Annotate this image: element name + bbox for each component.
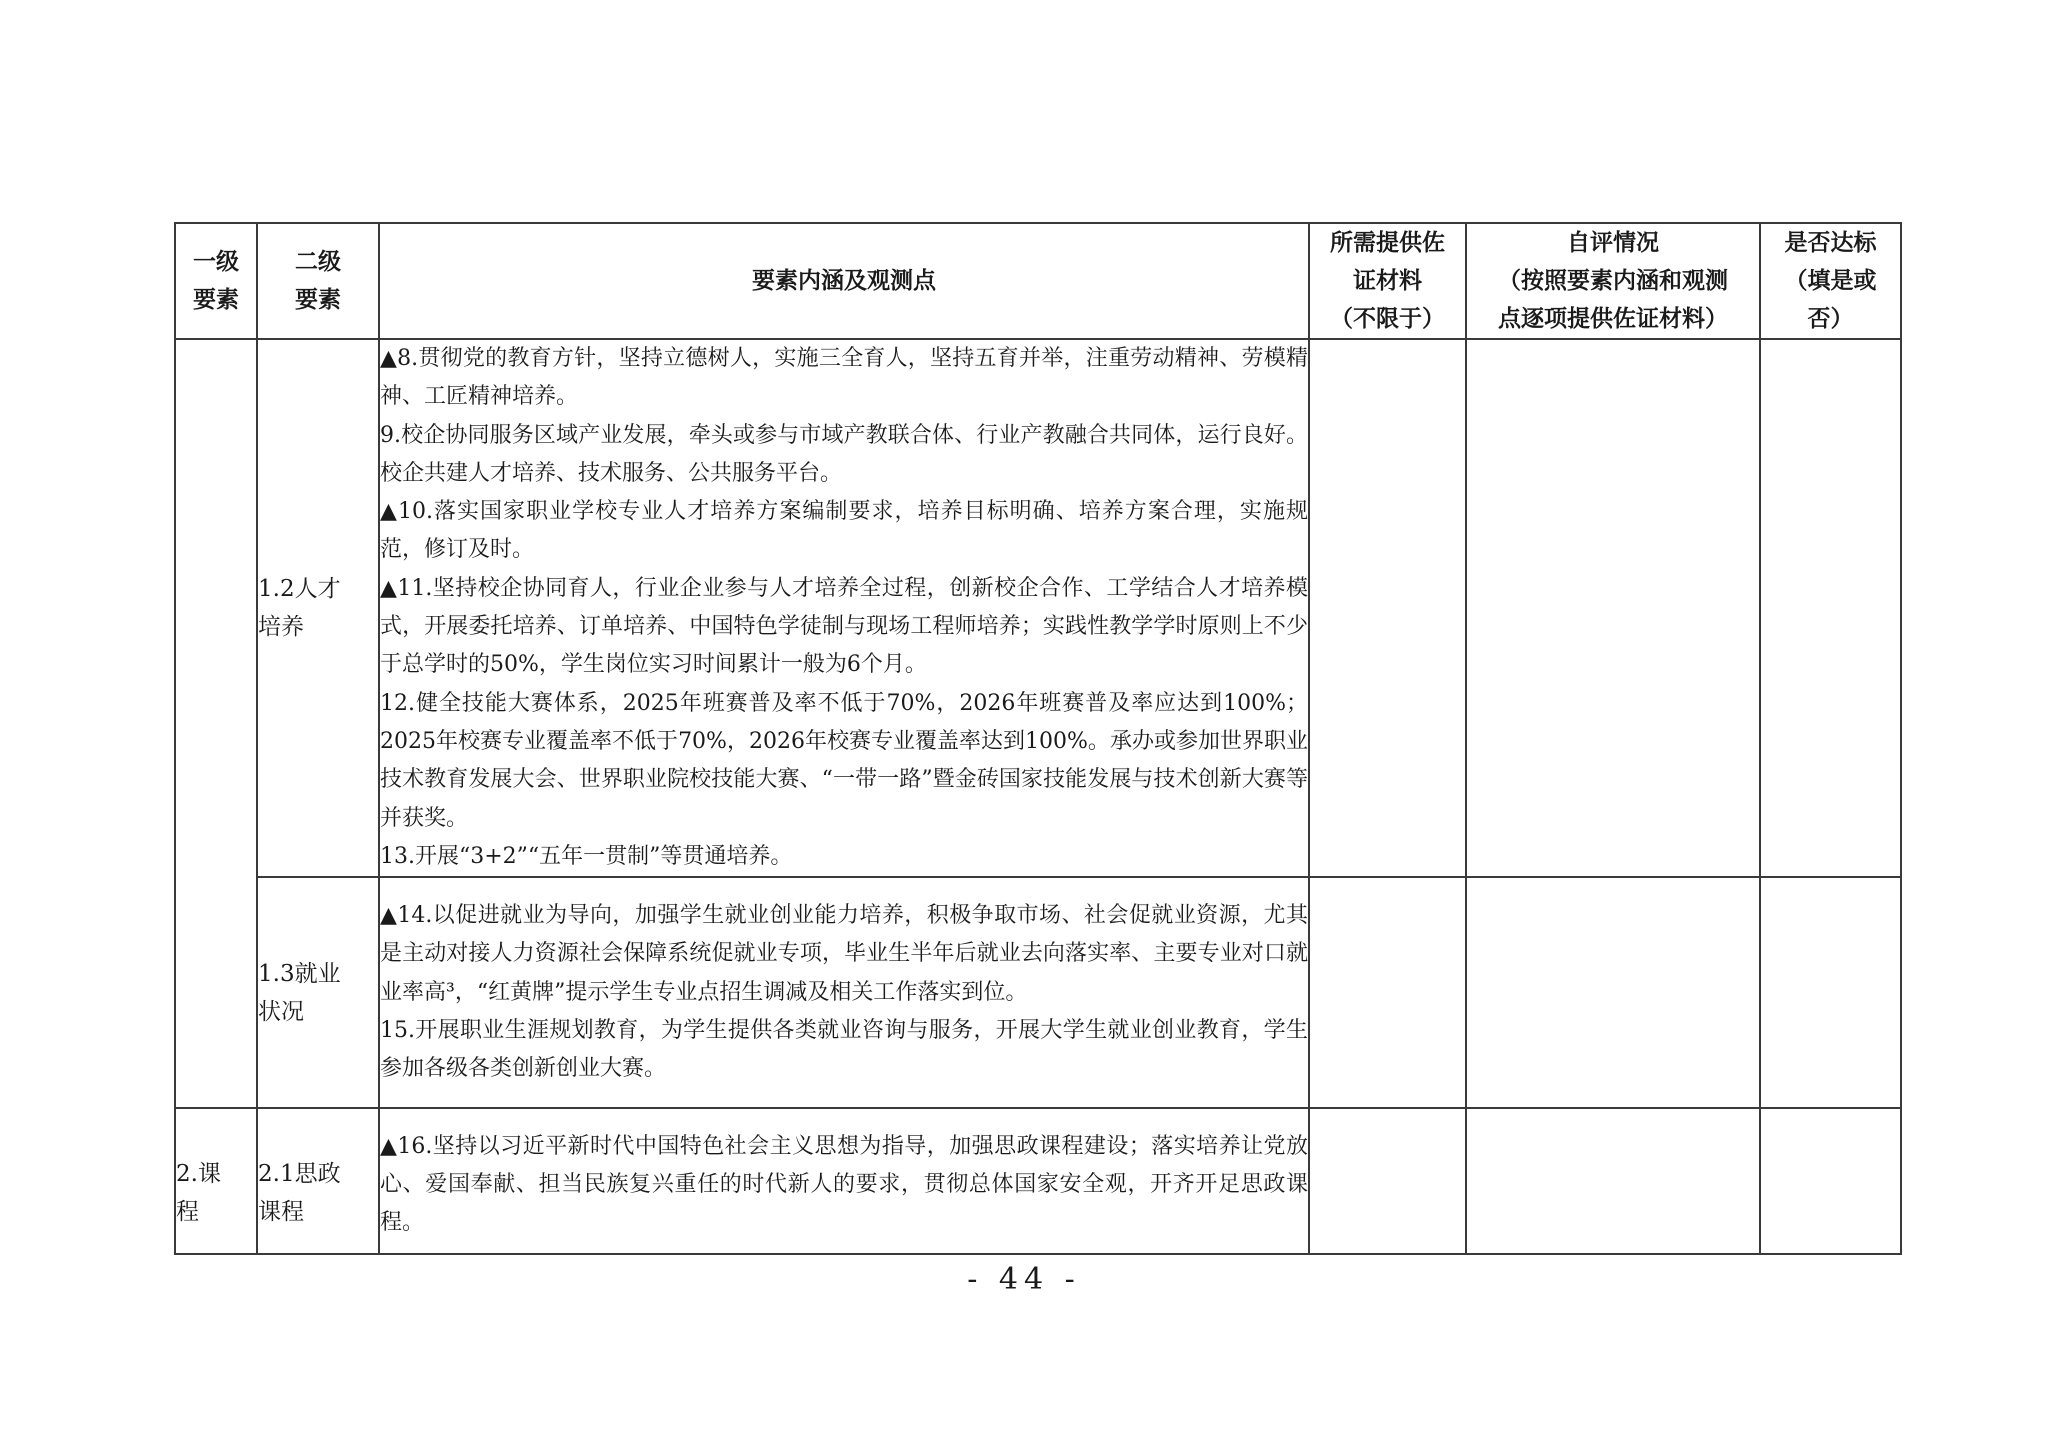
observation-item: ▲16.坚持以习近平新时代中国特色社会主义思想为指导，加强思政课程建设；落实培养让党放心、爱国奉献、担当民族复兴重任的时代新人的要求，贯彻总体国家安全观，开齐开足思政课程。 — [380, 1133, 1308, 1236]
header-meets — [1760, 223, 1901, 339]
observation-item: ▲14.以促进就业为导向，加强学生就业创业能力培养，积极争取市场、社会促就业资源，尤其是主动对接人力资源社会保障系统促就业专项，毕业生半年后就业去向落实率、主要专业对口就业率高³，“红黄牌”提示学生专业点招生调减及相关工作落实到位。 — [380, 902, 1308, 1005]
table-row — [175, 1108, 1901, 1254]
header-materials — [1309, 223, 1466, 339]
header-materials-text: 所需提供佐 证材料 （不限于） — [1330, 230, 1445, 332]
level2-text: 1.2人才 培养 — [258, 576, 341, 641]
level1-text: 2.课 程 — [176, 1161, 221, 1226]
self-eval-cell — [1466, 1108, 1760, 1254]
meets-cell — [1760, 339, 1901, 877]
meets-cell — [1760, 1108, 1901, 1254]
header-meets-text: 是否达标 （填是或 否） — [1784, 230, 1877, 332]
table-row — [175, 339, 1901, 877]
content-cell — [379, 877, 1309, 1108]
observation-item: ▲8.贯彻党的教育方针，坚持立德树人，实施三全育人，坚持五育并举，注重劳动精神、劳模精神、工匠精神培养。 — [380, 346, 1308, 410]
page-number: - 44 - — [967, 1262, 1081, 1297]
meets-cell — [1760, 877, 1901, 1108]
level2-cell — [257, 339, 379, 877]
header-self-eval-text: 自评情况 （按照要素内涵和观测 点逐项提供佐证材料） — [1498, 230, 1728, 332]
header-row — [175, 223, 1901, 339]
header-level1-text: 一级 要素 — [193, 249, 239, 313]
level1-cell — [175, 339, 257, 1108]
level2-cell — [257, 877, 379, 1108]
self-eval-cell — [1466, 877, 1760, 1108]
header-content-text: 要素内涵及观测点 — [752, 268, 936, 294]
materials-cell — [1309, 1108, 1466, 1254]
level2-text: 2.1思政 课程 — [258, 1161, 341, 1226]
observation-item: 13.开展“3+2”“五年一贯制”等贯通培养。 — [380, 843, 793, 869]
content-cell — [379, 339, 1309, 877]
header-level1 — [175, 223, 257, 339]
evaluation-table — [174, 222, 1902, 1255]
materials-cell — [1309, 339, 1466, 877]
table-row — [175, 877, 1901, 1108]
level2-cell — [257, 1108, 379, 1254]
observation-item: ▲11.坚持校企协同育人，行业企业参与人才培养全过程，创新校企合作、工学结合人才培养模式，开展委托培养、订单培养、中国特色学徒制与现场工程师培养；实践性教学学时原则上不少于总学时的50%，学生岗位实习时间累计一般为6个月。 — [380, 575, 1308, 678]
header-level2-text: 二级 要素 — [295, 249, 341, 313]
level1-cell — [175, 1108, 257, 1254]
observation-item: 15.开展职业生涯规划教育，为学生提供各类就业咨询与服务，开展大学生就业创业教育，学生参加各级各类创新创业大赛。 — [380, 1017, 1308, 1082]
header-level2 — [257, 223, 379, 339]
header-self-eval — [1466, 223, 1760, 339]
observation-item: 12.健全技能大赛体系，2025年班赛普及率不低于70%，2026年班赛普及率应达到100%；2025年校赛专业覆盖率不低于70%，2026年校赛专业覆盖率达到100%。承办或参加世界职业技术教育发展大会、世界职业院校技能大赛、“一带一路”暨金砖国家技能发展与技术创新大赛等并获奖。 — [380, 690, 1308, 831]
materials-cell — [1309, 877, 1466, 1108]
content-cell — [379, 1108, 1309, 1254]
self-eval-cell — [1466, 339, 1760, 877]
header-content — [379, 223, 1309, 339]
level2-text: 1.3就业 状况 — [258, 960, 341, 1025]
observation-item: 9.校企协同服务区域产业发展，牵头或参与市域产教联合体、行业产教融合共同体，运行良好。校企共建人才培养、技术服务、公共服务平台。 — [380, 422, 1308, 486]
observation-item: ▲10.落实国家职业学校专业人才培养方案编制要求，培养目标明确、培养方案合理，实施规范，修订及时。 — [380, 499, 1308, 563]
